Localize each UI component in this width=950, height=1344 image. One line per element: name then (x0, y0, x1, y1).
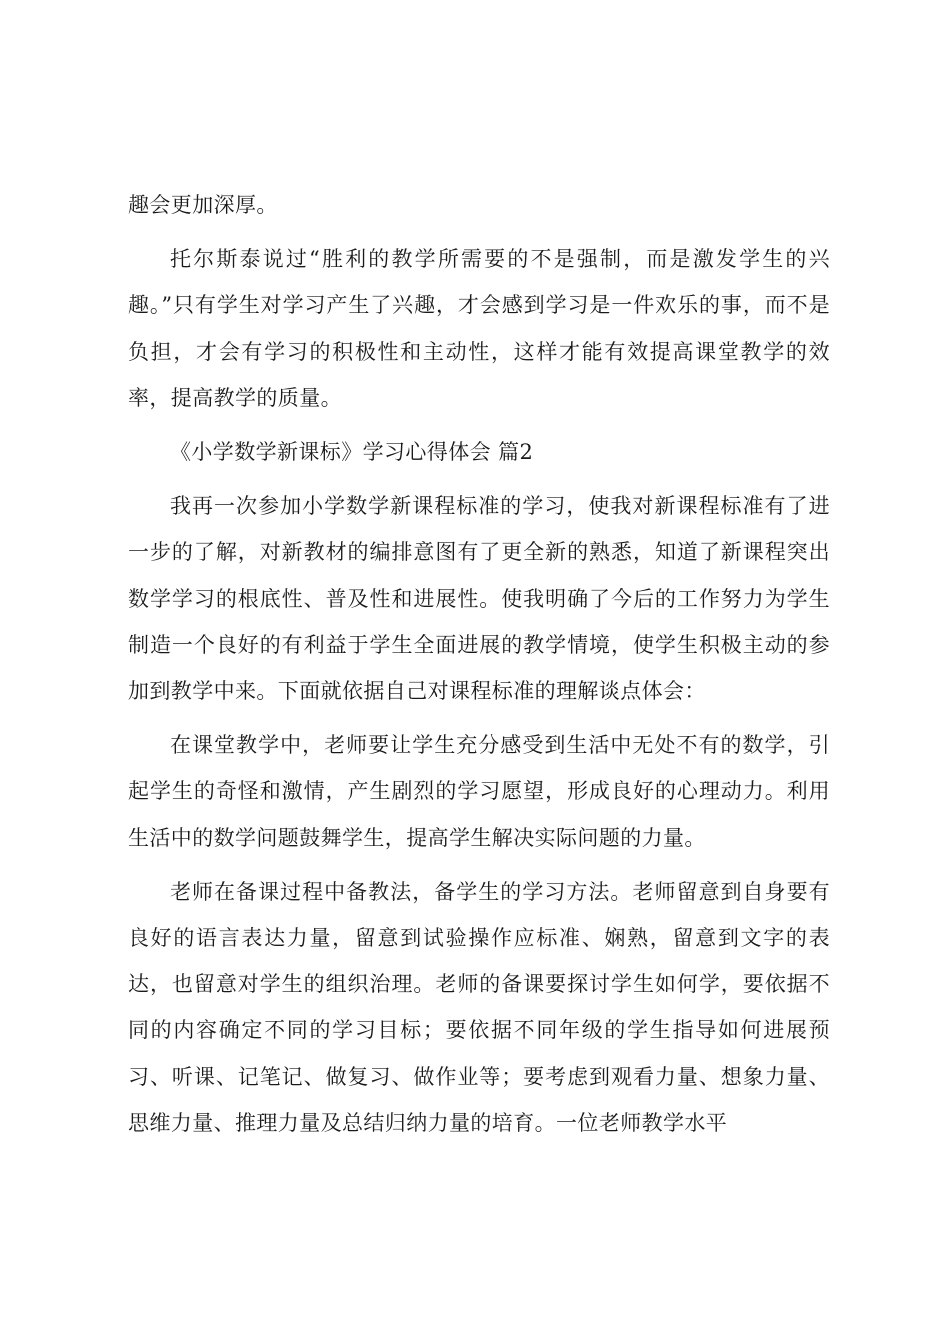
document-body (128, 182, 830, 1154)
paragraph-classroom: 在课堂教学中，老师要让学生充分感受到生活中无处不有的数学，引起学生的奇怪和激情，产生剧烈的学习愿望，形成良好的心理动力。利用生活中的数学问题鼓舞学生，提高学生解决实际问题的力量。 (128, 733, 830, 850)
paragraph-continuation: 趣会更加深厚。 (128, 193, 278, 217)
paragraph-intro: 我再一次参加小学数学新课程标准的学习，使我对新课程标准有了进一步的了解，对新教材的编排意图有了更全新的熟悉，知道了新课程突出数学学习的根底性、普及性和进展性。使我明确了今后的工作努力为学生制造一个良好的有利益于学生全面进展的教学情境，使学生积极主动的参加到教学中来。下面就依据自己对课程标准的理解谈点体会： (128, 494, 830, 704)
section-heading: 《小学数学新课标》学习心得体会 篇2 (170, 440, 534, 465)
paragraph-lesson-prep: 老师在备课过程中备教法，备学生的学习方法。老师留意到自身要有良好的语言表达力量，留意到试验操作应标准、娴熟，留意到文字的表达，也留意对学生的组织治理。老师的备课要探讨学生如何学，要依据不同的内容确定不同的学习目标；要依据不同年级的学生指导如何进展预习、听课、记笔记、做复习、做作业等；要考虑到观看力量、想象力量、思维力量、推理力量及总结归纳力量的培育。一位老师教学水平 (128, 879, 830, 1135)
paragraph-tolstoy-quote: 托尔斯泰说过“胜利的教学所需要的不是强制，而是激发学生的兴趣。”只有学生对学习产生了兴趣，才会感到学习是一件欢乐的事，而不是负担，才会有学习的积极性和主动性，这样才能有效提高课堂教学的效率，提高教学的质量。 (128, 247, 830, 410)
